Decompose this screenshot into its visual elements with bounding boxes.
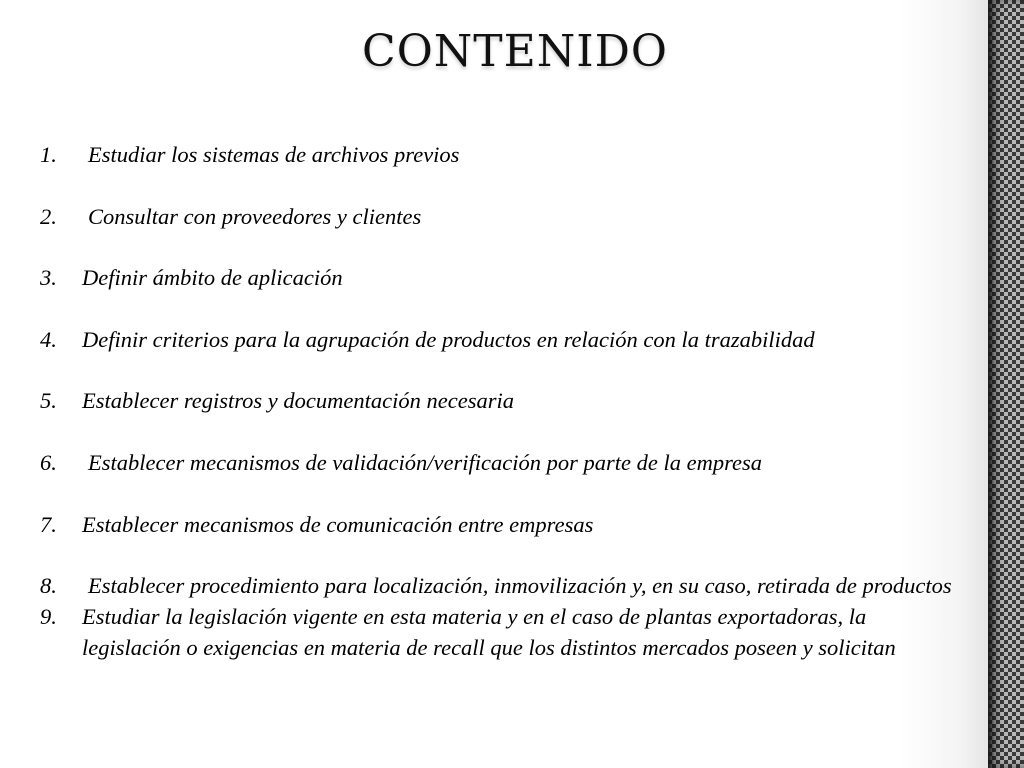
- list-item-number: 4.: [40, 326, 57, 352]
- list-item-number: 2.: [40, 203, 57, 229]
- list-item-text: Estudiar los sistemas de archivos previos: [88, 142, 460, 167]
- list-item-text: Establecer mecanismos de comunicación entre empresas: [82, 511, 594, 537]
- list-item: [40, 448, 960, 479]
- list-item: [40, 386, 960, 417]
- list-item-text: Establecer mecanismos de validación/verificación por parte de la empresa: [88, 449, 763, 475]
- slide-title: CONTENIDO: [362, 26, 668, 77]
- list-item-number: 5.: [40, 388, 57, 414]
- list-item-text: Definir criterios para la agrupación de productos en relación con la trazabilidad: [82, 326, 815, 352]
- list-item-text: Consultar con proveedores y clientes: [88, 203, 422, 229]
- list-item-number: 3.: [40, 265, 57, 291]
- list-item: [40, 325, 960, 356]
- list-item-text: Establecer procedimiento para localización, inmovilización y, en su caso, retirada de productos: [88, 573, 952, 599]
- list-item: [40, 571, 960, 602]
- list-item: [40, 510, 960, 541]
- list-item: [40, 140, 960, 171]
- content-list: [40, 140, 960, 664]
- list-item: [40, 602, 960, 664]
- decorative-side-band: [988, 0, 1024, 768]
- list-item-number: 8.: [40, 573, 57, 599]
- list-item-number: 7.: [40, 511, 57, 537]
- list-item-text: Establecer registros y documentación necesaria: [82, 388, 514, 414]
- list-item: [40, 263, 960, 294]
- list-item-number: 6.: [40, 449, 57, 475]
- list-item-text: Estudiar la legislación vigente en esta materia y en el caso de plantas exportadoras, la legislación o exigencias en materia de recall que los distintos mercados poseen y solicitan: [82, 603, 896, 660]
- list-item-number: 1.: [40, 142, 57, 167]
- list-item: [40, 202, 960, 233]
- list-item-number: 9.: [40, 603, 57, 629]
- list-item-text: Definir ámbito de aplicación: [82, 265, 343, 291]
